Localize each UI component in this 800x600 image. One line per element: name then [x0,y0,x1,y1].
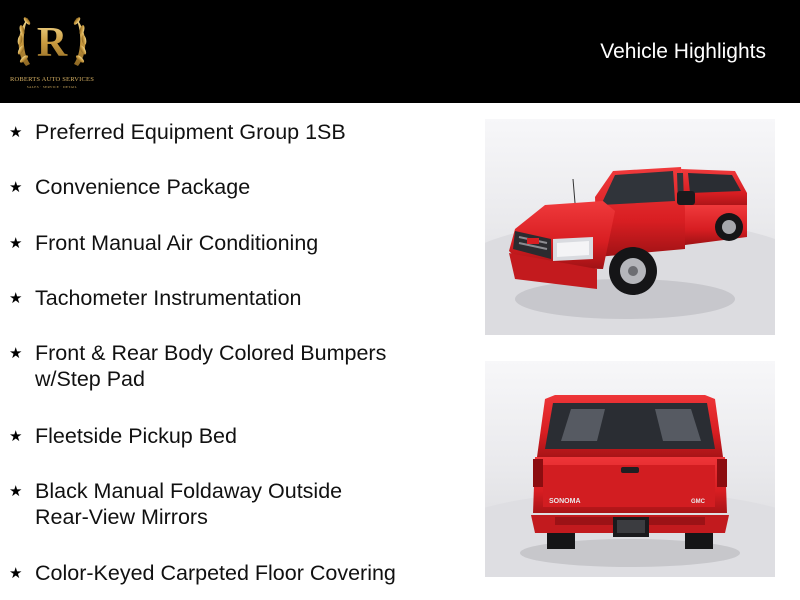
laurel-logo-icon [8,6,96,78]
feature-text-continued: Rear-View Mirrors [35,505,208,529]
truck-front-image [485,119,775,335]
header-bar [0,0,800,103]
feature-text: Preferred Equipment Group 1SB [35,120,346,144]
star-icon: ★ [9,344,23,362]
feature-text: Front & Rear Body Colored Bumpers [35,341,387,365]
star-icon: ★ [9,564,23,582]
feature-text: Front Manual Air Conditioning [35,231,319,255]
svg-text:R: R [36,20,68,66]
model-badge: SONOMA [549,498,581,505]
feature-text-continued: w/Step Pad [35,367,145,391]
star-icon: ★ [9,482,23,500]
dealer-logo[interactable] [8,6,96,96]
truck-rear-image [485,361,775,577]
page-title: Vehicle Highlights [600,40,766,63]
vehicle-photo-rear[interactable] [485,361,775,577]
star-icon: ★ [9,234,23,252]
feature-text: Tachometer Instrumentation [35,286,302,310]
feature-text: Fleetside Pickup Bed [35,424,237,448]
feature-text: Convenience Package [35,175,251,199]
star-icon: ★ [9,123,23,141]
feature-text: Black Manual Foldaway Outside [35,479,343,503]
vehicle-photo-front[interactable] [485,119,775,335]
star-icon: ★ [9,178,23,196]
star-icon: ★ [9,289,23,307]
logo-name: ROBERTS AUTO SERVICES [9,76,95,83]
feature-text: Color-Keyed Carpeted Floor Covering [35,561,396,585]
logo-tagline: SALES · SERVICE · DETAIL [26,85,78,89]
star-icon: ★ [9,427,23,445]
brand-badge: GMC [691,499,705,505]
